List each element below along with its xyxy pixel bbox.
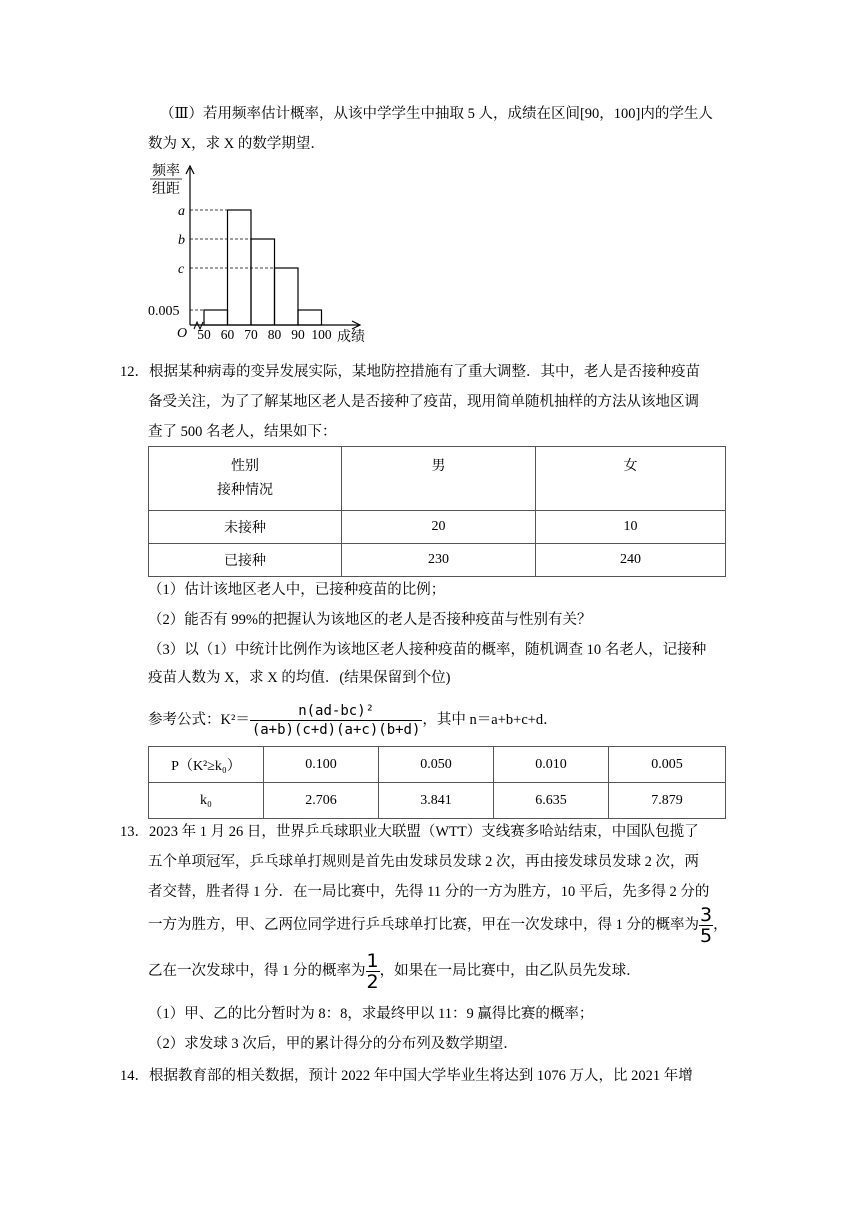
q13-line4 (148, 900, 728, 950)
q11-part3-line2: 数为 X，求 X 的数学期望． (148, 136, 325, 152)
q12-line3: 查了 500 名老人，结果如下： (148, 424, 337, 440)
header-vaccination-status: 接种情况 (217, 483, 273, 498)
k-squared-fraction (250, 702, 423, 739)
fraction-three-fifths (699, 905, 713, 946)
histogram-bar (298, 310, 322, 325)
q13-line5-end: ，如果在一局比赛中，由乙队员先发球． (379, 963, 641, 979)
y-label-top: 频率 (152, 164, 180, 179)
q13-line5 (148, 946, 641, 996)
q12-line1: 12．根据某种病毒的变异发展实际，某地防控措施有了重大调整．其中，老人是否接种疫苗 (120, 364, 700, 380)
x-tick-label: 50 (197, 327, 211, 342)
y-tick-label: 0.005 (148, 304, 180, 319)
k-value-cell: 3.841 (379, 783, 494, 819)
header-male: 男 (342, 447, 536, 511)
q14-line1: 14．根据教育部的相关数据，预计 2022 年中国大学毕业生将达到 1076 万人，比 2021 年增 (120, 1068, 693, 1084)
q13-line4-end: ， (713, 917, 728, 933)
formula-suffix: ，其中 n＝a+b+c+d． (422, 712, 558, 728)
q12-line2: 备受关注，为了了解某地区老人是否接种了疫苗，现用简单随机抽样的方法从该地区调 (148, 394, 699, 410)
origin-label: O (177, 326, 188, 341)
row-label: 已接种 (149, 544, 342, 577)
formula-lhs: K²＝ (220, 712, 250, 728)
k-value-cell: 2.706 (264, 783, 379, 819)
formula-numerator: n(ad-bc)² (250, 702, 423, 721)
row-label: 未接种 (149, 511, 342, 544)
x-tick-label: 100 (311, 327, 332, 342)
row-label: P（K²≥k₀） (149, 747, 264, 783)
q12-sub3-line1: （3）以（1）中统计比例作为该地区老人接种疫苗的概率，随机调查 10 名老人，记接种 (148, 642, 707, 658)
x-tick-label: 60 (220, 327, 235, 342)
k-value-cell: 6.635 (494, 783, 609, 819)
header-female: 女 (536, 447, 726, 511)
table-row (149, 511, 726, 544)
fraction-one-half (366, 951, 380, 992)
histogram-bar (275, 268, 299, 325)
q13-line5-text: 乙在一次发球中，得 1 分的概率为 (148, 963, 366, 979)
q13-line3: 者交替，胜者得 1 分．在一局比赛中，先得 11 分的一方为胜方，10 平后，先多得 2 分的 (148, 884, 710, 900)
p-value-cell: 0.050 (379, 747, 494, 783)
fraction-denominator: 2 (366, 971, 379, 994)
row-label: k₀ (149, 783, 264, 819)
p-value-cell: 0.100 (264, 747, 379, 783)
q12-sub3-line2: 疫苗人数为 X，求 X 的均值．(结果保留到个位) (148, 670, 451, 686)
q13-sub2: （2）求发球 3 次后，甲的累计得分的分布列及数学期望． (148, 1036, 518, 1052)
header-gender: 性别 (231, 459, 259, 474)
histogram-bar (251, 239, 275, 325)
y-tick-label: a (178, 204, 185, 219)
table-header-corner (149, 447, 342, 511)
formula-denominator: (a+b)(c+d)(a+c)(b+d) (251, 722, 421, 739)
k-value-cell: 7.879 (609, 783, 726, 819)
y-label-bottom: 组距 (152, 182, 180, 197)
cell-female: 10 (536, 511, 726, 544)
x-tick-label: 70 (244, 327, 258, 342)
q13-line4-text: 一方为胜方，甲、乙两位同学进行乒乓球单打比赛，甲在一次发球中，得 1 分的概率为 (148, 917, 699, 933)
histogram-chart (140, 160, 370, 350)
vaccination-table (148, 446, 726, 577)
p-value-cell: 0.005 (609, 747, 726, 783)
q13-line1: 13．2023 年 1 月 26 日，世界乒乓球职业大联盟（WTT）支线赛多哈站结束，中国队包揽了 (120, 824, 699, 840)
y-tick-label: b (178, 233, 185, 248)
q12-sub2: （2）能否有 99%的把握认为该地区的老人是否接种疫苗与性别有关？ (148, 612, 592, 628)
x-tick-label: 80 (267, 327, 282, 342)
formula-prefix: 参考公式： (148, 712, 221, 728)
histogram-bar (228, 210, 252, 325)
x-axis-label: 成绩 (337, 330, 365, 345)
cell-male: 20 (342, 511, 536, 544)
cell-male: 230 (342, 544, 536, 577)
fraction-numerator: 3 (700, 904, 713, 927)
q13-sub1: （1）甲、乙的比分暂时为 8：8，求最终甲以 11：9 赢得比赛的概率； (148, 1006, 594, 1022)
table-row (149, 747, 726, 783)
table-row (149, 544, 726, 577)
cell-female: 240 (536, 544, 726, 577)
fraction-denominator: 5 (700, 925, 713, 948)
critical-value-table (148, 746, 726, 819)
y-tick-label: c (178, 262, 185, 277)
p-value-cell: 0.010 (494, 747, 609, 783)
q13-line2: 五个单项冠军，乒乓球单打规则是首先由发球员发球 2 次，再由接发球员发球 2 次，两 (148, 854, 699, 870)
fraction-numerator: 1 (366, 950, 379, 973)
q11-part3-line1: （Ⅲ）若用频率估计概率，从该中学学生中抽取 5 人，成绩在区间[90，100]内的学生人 (160, 106, 713, 122)
table-row (149, 783, 726, 819)
formula-line (148, 700, 558, 740)
q12-sub1: （1）估计该地区老人中，已接种疫苗的比例； (148, 582, 446, 598)
histogram-bar (204, 310, 228, 325)
x-tick-label: 90 (291, 327, 305, 342)
